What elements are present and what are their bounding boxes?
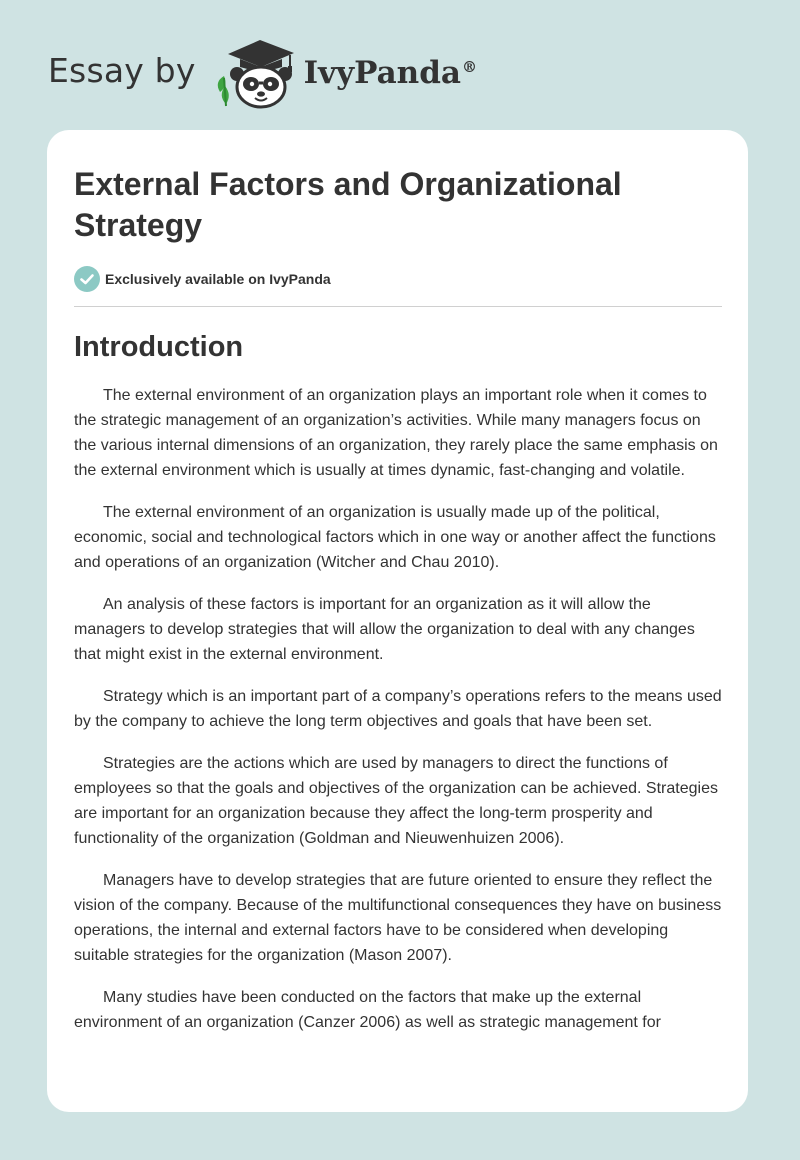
registered-mark: ® [461, 57, 477, 76]
essay-card [47, 130, 748, 1112]
site-header [48, 34, 477, 110]
paragraph: The external environment of an organization is usually made up of the political, economic, social and technological factors which in one way or another affect the functions and operations of an organization (Witcher and Chau 2010). [74, 504, 716, 571]
paragraph: Many studies have been conducted on the factors that make up the external environment of an organization (Canzer 2006) as well as strategic management for [74, 989, 661, 1031]
page-title: External Factors and Organizational Strategy [74, 166, 622, 243]
essay-body [74, 383, 722, 1035]
brand-prefix: Essay by [48, 50, 196, 90]
badge-label: Exclusively available on IvyPanda [105, 271, 331, 287]
divider [74, 306, 722, 307]
exclusive-badge [74, 266, 722, 292]
check-circle-icon [74, 266, 100, 292]
paragraph: Managers have to develop strategies that are future oriented to ensure they reflect the vision of the company. Because of the multifunctional consequences they have on business operations, the internal and external factors have to be considered when developing suitable strategies for the organization (Mason 2007). [74, 872, 722, 964]
paragraph: The external environment of an organization plays an important role when it comes to the strategic management of an organization’s activities. While many managers focus on the various internal dimensions of an organization, they rarely place the same emphasis on the external environment which is usually at times dynamic, fast-changing and volatile. [74, 387, 718, 479]
brand-name[interactable] [304, 55, 477, 91]
section-heading: Introduction [74, 331, 244, 363]
panda-graduate-icon[interactable] [210, 34, 302, 110]
paragraph: An analysis of these factors is important for an organization as it will allow the managers to develop strategies that will allow the organization to deal with any changes that might exist in the external environment. [74, 596, 695, 663]
paragraph: Strategies are the actions which are used by managers to direct the functions of employees so that the goals and objectives of the organization can be achieved. Strategies are important for an organization because they affect the long-term prosperity and functionality of the organization (Goldman and Nieuwenhuizen 2006). [74, 755, 718, 847]
brand-name-text: IvyPanda [303, 55, 461, 91]
paragraph: Strategy which is an important part of a company’s operations refers to the means used by the company to achieve the long term objectives and goals that have been set. [74, 688, 722, 730]
